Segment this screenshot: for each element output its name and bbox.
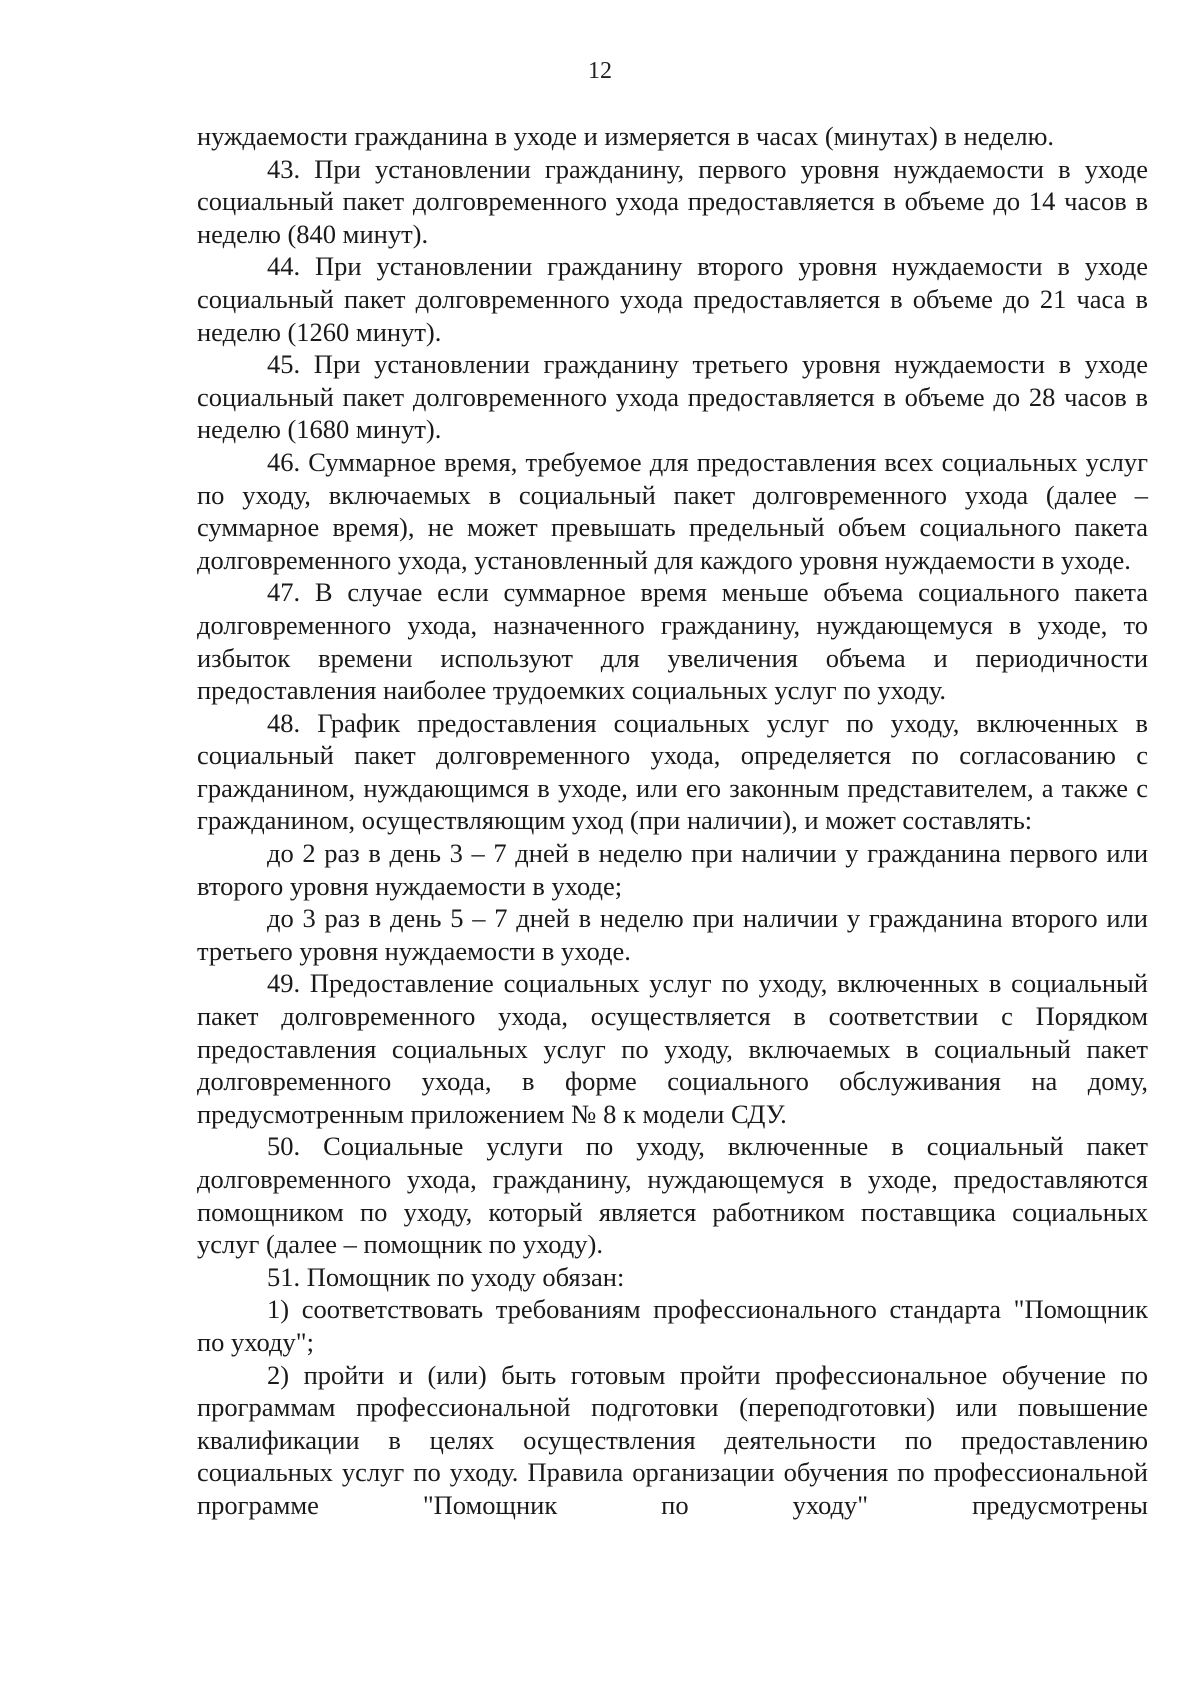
paragraph-50: 50. Социальные услуги по уходу, включенные в социальный пакет долговременного ухода, гражданину, нуждающемуся в уходе, предоставляются помощником по уходу, который является работником поставщика социальных услуг (далее – помощник по уходу). xyxy=(197,1131,1148,1260)
paragraph-43: 43. При установлении гражданину, первого уровня нуждаемости в уходе социальный пакет долговременного ухода предоставляется в объеме до 14 часов в неделю (840 минут). xyxy=(197,153,1148,249)
paragraph-48-item-1: до 2 раз в день 3 – 7 дней в неделю при наличии у гражданина первого или второго уровня нуждаемости в уходе; xyxy=(197,838,1148,901)
paragraph-continuation: нуждаемости гражданина в уходе и измеряется в часах (минутах) в неделю. xyxy=(197,121,1055,151)
page-number: 12 xyxy=(588,58,612,84)
paragraph-51-item-1: 1) соответствовать требованиям профессионального стандарта "Помощник по уходу"; xyxy=(197,1294,1148,1357)
paragraph-48-item-2: до 3 раз в день 5 – 7 дней в неделю при наличии у гражданина второго или третьего уровня нуждаемости в уходе. xyxy=(197,903,1148,966)
paragraph-48: 48. График предоставления социальных услуг по уходу, включенных в социальный пакет долговременного ухода, определяется по согласованию с гражданином, нуждающимся в уходе, или его законным представителем, а также с гражданином, осуществляющим уход (при наличии), и может составлять: xyxy=(197,707,1148,836)
paragraph-45: 45. При установлении гражданину третьего уровня нуждаемости в уходе социальный пакет долговременного ухода предоставляется в объеме до 28 часов в неделю (1680 минут). xyxy=(197,349,1148,445)
paragraph-47: 47. В случае если суммарное время меньше объема социального пакета долговременного ухода, назначенного гражданину, нуждающемуся в уходе, то избыток времени используют для увеличения объема и периодичности предоставления наиболее трудоемких социальных услуг по уходу. xyxy=(197,577,1148,706)
paragraph-51-item-2: 2) пройти и (или) быть готовым пройти профессиональное обучение по программам профессиональной подготовки (переподготовки) или повышение квалификации в целях осуществления деятельности по предоставлению социальных услуг по уходу. Правила организации обучения по профессиональной программе "Помощник по уходу" предусмотрены xyxy=(197,1359,1148,1520)
paragraph-49: 49. Предоставление социальных услуг по уходу, включенных в социальный пакет долговременного ухода, осуществляется в соответствии с Порядком предоставления социальных услуг по уходу, включаемых в социальный пакет долговременного ухода, в форме социального обслуживания на дому, предусмотренным приложением № 8 к модели СДУ. xyxy=(197,968,1148,1129)
paragraph-46: 46. Суммарное время, требуемое для предоставления всех социальных услуг по уходу, включаемых в социальный пакет долговременного ухода (далее – суммарное время), не может превышать предельный объем социального пакета долговременного ухода, установленный для каждого уровня нуждаемости в уходе. xyxy=(197,446,1148,575)
paragraph-51: 51. Помощник по уходу обязан: xyxy=(267,1261,625,1292)
document-body xyxy=(197,120,1148,1522)
paragraph-44: 44. При установлении гражданину второго уровня нуждаемости в уходе социальный пакет долговременного ухода предоставляется в объеме до 21 часа в неделю (1260 минут). xyxy=(197,251,1148,347)
